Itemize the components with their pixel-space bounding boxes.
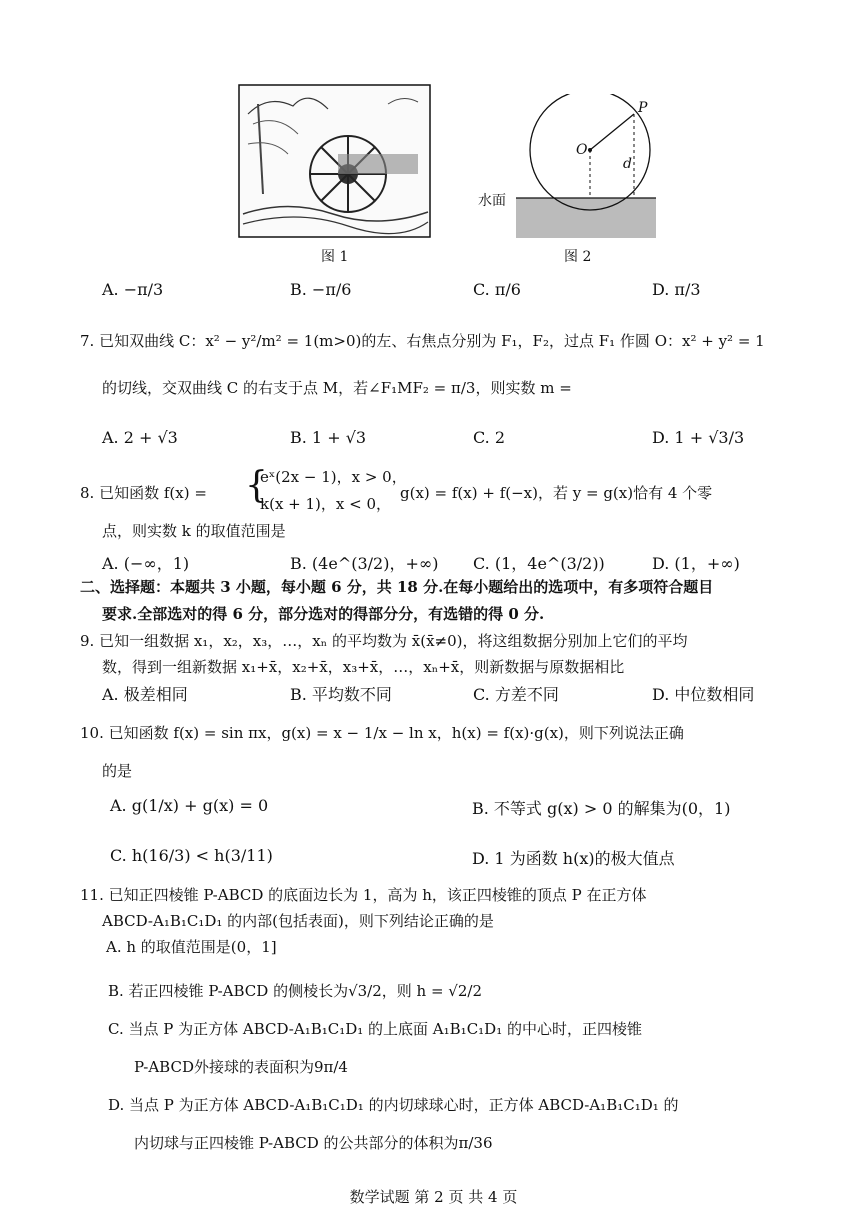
q7-option-d: D. 1 + √3/3 [652, 428, 745, 447]
q8-option-c: C. (1，4e^(3/2)) [473, 554, 605, 573]
q9-option-d: D. 中位数相同 [652, 685, 755, 704]
point-o-label: O [576, 142, 588, 158]
q8-line-1b: g(x) = f(x) + f(−x)，若 y = g(x)恰有 4 个零 [400, 484, 713, 502]
q11-line-1: 11. 已知正四棱锥 P-ABCD 的底面边长为 1，高为 h，该正四棱锥的顶点 P 在正方体 [80, 886, 647, 904]
q11-option-d-line-1: D. 当点 P 为正方体 ABCD-A₁B₁C₁D₁ 的内切球球心时，正方体 ABCD-A₁B₁C₁D₁ 的 [108, 1096, 679, 1114]
q9-option-c: C. 方差不同 [473, 685, 559, 704]
figure-1 [238, 84, 431, 238]
figure-1-caption: 图 1 [321, 249, 349, 265]
q10-line-2: 的是 [102, 762, 133, 780]
q8-case-1: eˣ(2x − 1)，x > 0， [260, 468, 407, 486]
q11-line-2: ABCD-A₁B₁C₁D₁ 的内部(包括表面)，则下列结论正确的是 [102, 912, 494, 930]
q8-case-2: k(x + 1)，x < 0， [260, 495, 392, 513]
q7-line-2: 的切线，交双曲线 C 的右支于点 M，若∠F₁MF₂ = π/3，则实数 m = [102, 379, 572, 397]
q6-option-d: D. π/3 [652, 280, 701, 299]
q6-option-a: A. −π/3 [102, 280, 164, 299]
q9-line-2: 数，得到一组新数据 x₁+x̄，x₂+x̄，x₃+x̄，…，xₙ+x̄，则新数据与原数据相比 [102, 658, 625, 676]
q8-line-2: 点，则实数 k 的取值范围是 [102, 522, 286, 540]
q7-option-a: A. 2 + √3 [102, 428, 178, 447]
q11-option-b: B. 若正四棱锥 P-ABCD 的侧棱长为√3/2，则 h = √2/2 [108, 982, 483, 1000]
point-p-label: P [638, 100, 648, 116]
q9-line-1: 9. 已知一组数据 x₁，x₂，x₃，…，xₙ 的平均数为 x̄(x̄≠0)，将这组数据分别加上它们的平均 [80, 632, 688, 650]
q10-option-d: D. 1 为函数 h(x)的极大值点 [472, 849, 675, 868]
q11-option-d-line-2: 内切球与正四棱锥 P-ABCD 的公共部分的体积为π/36 [134, 1134, 493, 1152]
q7-option-b: B. 1 + √3 [290, 428, 367, 447]
circle-water-diagram [476, 94, 661, 242]
q10-option-c: C. h(16/3) < h(3/11) [110, 846, 273, 865]
water-surface-label: 水面 [478, 193, 506, 209]
q10-option-b: B. 不等式 g(x) > 0 的解集为(0，1) [472, 799, 731, 818]
q10-line-1: 10. 已知函数 f(x) = sin πx，g(x) = x − 1/x − ln x，h(x) = f(x)·g(x)，则下列说法正确 [80, 724, 684, 742]
q11-option-c-line-1: C. 当点 P 为正方体 ABCD-A₁B₁C₁D₁ 的上底面 A₁B₁C₁D₁ 的中心时，正四棱锥 [108, 1020, 642, 1038]
q9-option-a: A. 极差相同 [102, 685, 188, 704]
q6-option-b: B. −π/6 [290, 280, 352, 299]
section-2-heading-line-1: 二、选择题：本题共 3 小题，每小题 6 分，共 18 分.在每小题给出的选项中，有多项符合题目 [80, 578, 714, 596]
q8-brace: { [245, 465, 268, 506]
waterwheel-illustration [238, 84, 431, 238]
distance-d-label: d [623, 156, 632, 172]
q11-option-a: A. h 的取值范围是(0，1] [106, 938, 277, 956]
page-footer: 数学试题 第 2 页 共 4 页 [349, 1188, 518, 1206]
q7-line-1: 7. 已知双曲线 C：x² − y²/m² = 1(m>0)的左、右焦点分别为 F₁，F₂，过点 F₁ 作圆 O：x² + y² = 1 [80, 332, 765, 350]
q9-option-b: B. 平均数不同 [290, 685, 392, 704]
q8-option-b: B. (4e^(3/2)，+∞) [290, 554, 439, 573]
q8-option-d: D. (1，+∞) [652, 554, 740, 573]
q11-option-c-line-2: P-ABCD外接球的表面积为9π/4 [134, 1058, 348, 1076]
figure-2-caption: 图 2 [564, 249, 592, 265]
q6-option-c: C. π/6 [473, 280, 521, 299]
q8-line-1a: 8. 已知函数 f(x) = [80, 484, 207, 502]
q8-option-a: A. (−∞，1) [102, 554, 190, 573]
q10-option-a: A. g(1/x) + g(x) = 0 [110, 796, 269, 815]
section-2-heading-line-2: 要求.全部选对的得 6 分，部分选对的得部分分，有选错的得 0 分. [102, 605, 545, 623]
figure-2 [476, 94, 661, 242]
q7-option-c: C. 2 [473, 428, 506, 447]
